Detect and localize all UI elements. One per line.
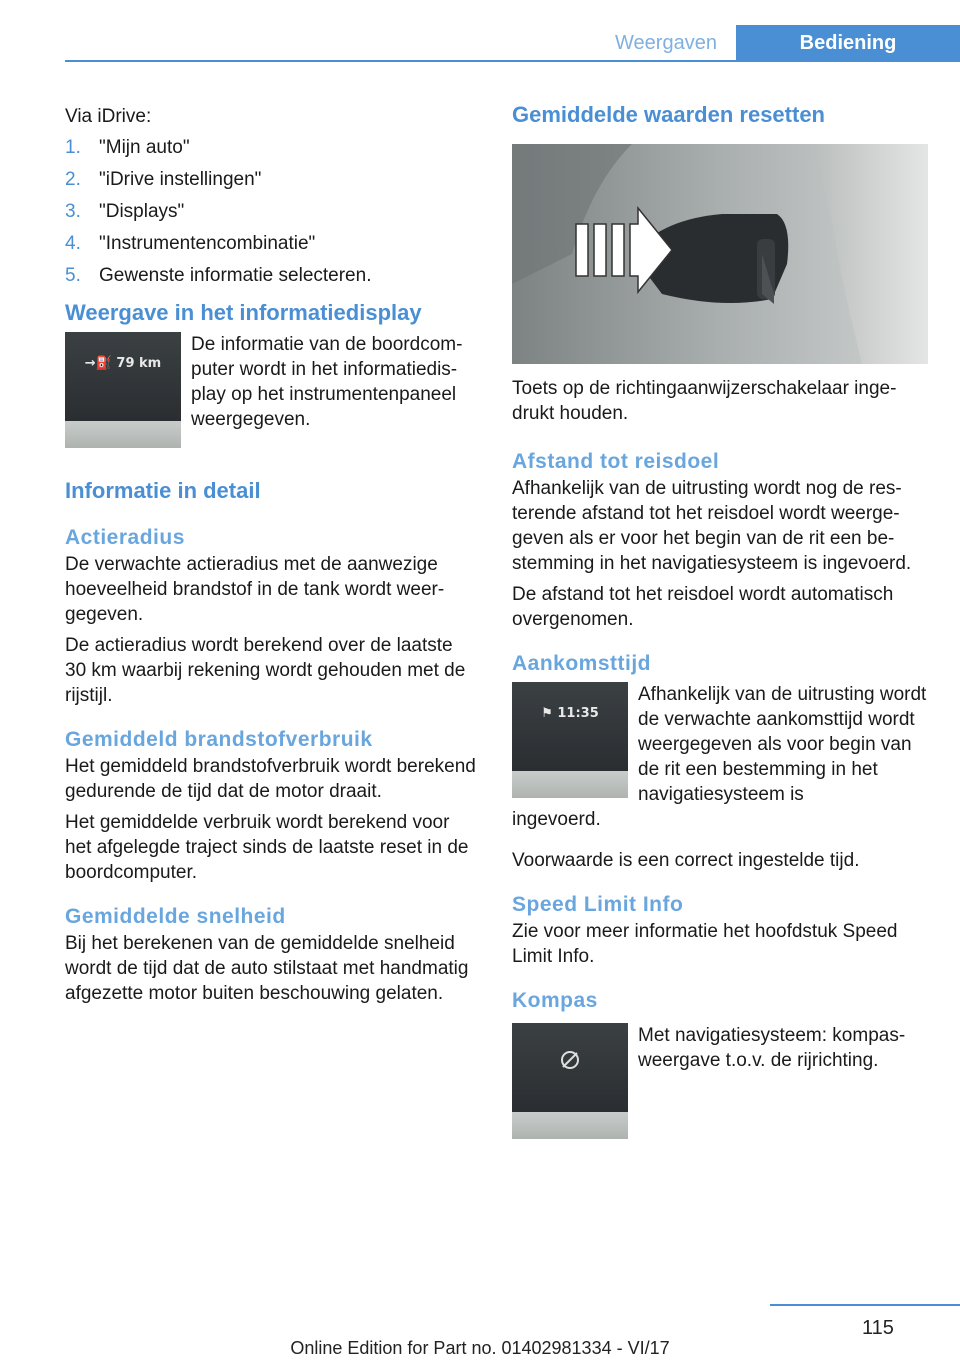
arrival-display-image: [512, 682, 628, 798]
heading-actieradius: Actieradius: [65, 526, 185, 549]
aankomst-tail: ingevoerd.: [512, 809, 601, 830]
turn-signal-lever-photo: [512, 144, 928, 364]
via-idrive-label: Via iDrive:: [65, 106, 152, 127]
step-number: 2.: [65, 169, 81, 190]
step-text: "Mijn auto": [99, 137, 190, 158]
step-item: [65, 135, 477, 160]
header-rule: [65, 60, 960, 62]
range-value: 79 km: [116, 356, 162, 371]
reset-text: Toets op de richtingaanwijzerschakelaar ingedrukt houden.: [512, 378, 897, 424]
heading-detail: Informatie in detail: [65, 478, 261, 503]
heading-speed: Speed Limit Info: [512, 893, 684, 916]
heading-kompas: Kompas: [512, 989, 598, 1012]
step-number: 1.: [65, 137, 81, 158]
idrive-steps-list: [65, 135, 477, 288]
aankomst-p2: Voorwaarde is een correct ingestelde tijd.: [512, 850, 860, 871]
header-tab-bediening[interactable]: Bediening: [736, 25, 960, 62]
right-column: [512, 98, 928, 1139]
weergave-text: De informatie van de boordcomputer wordt in het informatiedisplay op het instrumentenpaneel weergegeven.: [191, 334, 463, 430]
aankomst-block: [512, 682, 928, 807]
step-number: 5.: [65, 265, 81, 286]
heading-afstand: Afstand tot reisdoel: [512, 450, 720, 473]
actieradius-p2: De actieradius wordt berekend over de laatste 30 km waarbij rekening wordt gehouden met de rijstijl.: [65, 635, 466, 706]
kompas-block: [512, 1023, 928, 1139]
footer-rule: [770, 1304, 960, 1306]
weergave-block: [65, 332, 477, 448]
compass-display-image: [512, 1023, 628, 1139]
arrival-value: 11:35: [557, 706, 599, 721]
left-column: [65, 98, 477, 1006]
step-text: "Displays": [99, 201, 185, 222]
step-number: 4.: [65, 233, 81, 254]
heading-snelheid: Gemiddelde snelheid: [65, 905, 286, 928]
kompas-text: Met navigatiesysteem: kompasweergave t.o.v. de rijrichting.: [638, 1025, 906, 1071]
afstand-p2: De afstand tot het reisdoel wordt automatisch overgenomen.: [512, 584, 894, 630]
page-number: 115: [862, 1317, 894, 1339]
fuel-pump-icon: →⛽: [84, 356, 112, 371]
compass-icon: [559, 1049, 581, 1071]
flag-icon: ⚑: [541, 706, 553, 721]
aankomst-text: Afhankelijk van de uitrusting wordt de verwachte aankomsttijd wordt weergegeven als voor begin van de rit een bestemming in het navigatiesysteem is: [638, 684, 927, 805]
speed-text: Zie voor meer informatie het hoofdstuk Speed Limit Info.: [512, 921, 898, 967]
step-item: [65, 263, 477, 288]
step-item: [65, 231, 477, 256]
step-text: "iDrive instellingen": [99, 169, 262, 190]
header-tab-weergaven[interactable]: Weergaven: [615, 32, 717, 54]
step-text: Gewenste informatie selecteren.: [99, 265, 372, 286]
verbruik-p1: Het gemiddeld brandstofverbruik wordt berekend gedurende de tijd dat de motor draait.: [65, 756, 476, 802]
step-item: [65, 167, 477, 192]
heading-verbruik: Gemiddeld brandstofverbruik: [65, 728, 373, 751]
heading-aankomst: Aankomsttijd: [512, 652, 652, 675]
actieradius-p1: De verwachte actieradius met de aanwezige hoeveelheid brandstof in de tank wordt weergegeven.: [65, 554, 445, 625]
snelheid-p1: Bij het berekenen van de gemiddelde snelheid wordt de tijd dat de auto stilstaat met handmatig afgezette motor buiten beschouwing gelaten.: [65, 933, 469, 1004]
heading-reset: Gemiddelde waarden resetten: [512, 102, 825, 127]
lever-illustration: [512, 144, 928, 364]
edition-footer: Online Edition for Part no. 01402981334 - VI/17: [290, 1338, 670, 1358]
heading-weergave: Weergave in het informatiedisplay: [65, 300, 422, 325]
verbruik-p2: Het gemiddelde verbruik wordt berekend voor het afgelegde traject sinds de laatste reset in de boordcomputer.: [65, 812, 469, 883]
step-item: [65, 199, 477, 224]
step-number: 3.: [65, 201, 81, 222]
step-text: "Instrumentencombinatie": [99, 233, 316, 254]
range-display-image: [65, 332, 181, 448]
afstand-p1: Afhankelijk van de uitrusting wordt nog de resterende afstand tot het reisdoel wordt weergegeven als er voor het begin van de rit een bestemming in het navigatiesysteem is ingevoerd.: [512, 478, 912, 574]
